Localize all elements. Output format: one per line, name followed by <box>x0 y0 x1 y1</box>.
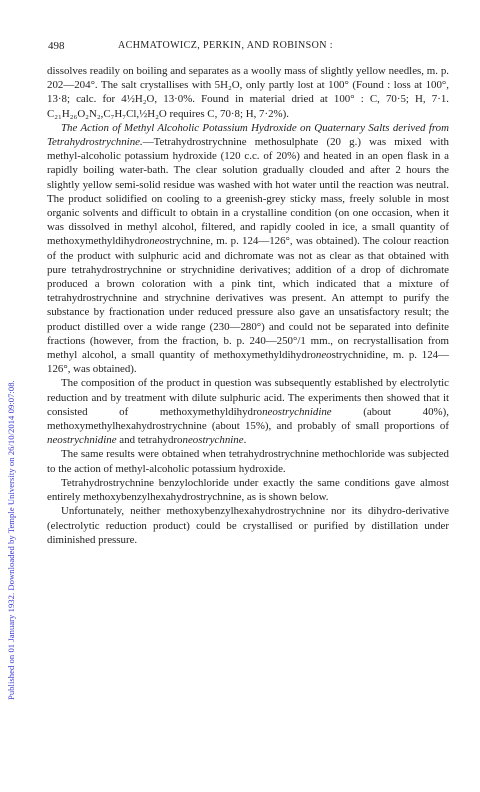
paragraph-3-mid-2: and tetrahydro <box>116 434 183 447</box>
paragraph-3 <box>47 376 449 447</box>
section-heading: The Action of Methyl Alcoholic Potassium Hydroxide on Quaternary Salts derived from Tetrahydrostrychnine. <box>47 121 449 149</box>
paragraph-3-mid: (about 40%), methoxymethylhexahydrostrychnine (about 15%), and probably of small proportions of <box>47 405 449 433</box>
paragraph-1: dissolves readily on boiling and separates as a woolly mass of slightly yellow needles, m. p. 202—204°. The salt crystallises with 5H₂O, only partly lost at 100° (Found : loss at 100°, 13·8; calc. for 4½H₂O, 13·0%. Found in material dried at 100° : C, 70·5; H, 7·1. C₂₁H₂₆O₂N₂,C₇H₇Cl,½H₂O requires C, 70·8; H, 7·2%). <box>47 65 449 120</box>
italic-neo: neo <box>149 235 165 248</box>
section-text: —Tetrahydrostrychnine methosulphate (20 g.) was mixed with methyl-alcoholic potassium hydroxide (120 c.c. of 20%) and heated in an open flask in a rapidly boiling water-bath. The clear solution gradually clouded and after 2 hours the slightly yellow semi-solid residue was washed with hot water until the reaction was neutral. <box>47 136 449 191</box>
paragraph-2-end: strychnidine, m. p. 124—126°, was obtained). <box>47 349 449 376</box>
paragraph-2-tail: strychnine, m. p. 124—126°, was obtained). The colour reaction of the product with sulphuric acid and dichromate was not as clear as that obtained with pure tetrahydrostrychnine or strychnidine derivatives; addition of a drop of dichromate produced a brown coloration with a pink tint, which indicated that a mixture of tetrahydrostrychnine and strychnine derivatives was present. An attempt to purify the substance by fractionation under reduced pressure also gave an unsatisfactory result; the product distilled over a wide range (230—280°) and could not be separated into definite fractions (however, from the fraction, b. p. 240—250°/1 mm., on recrystallisation from methyl alcohol, a small quantity of methoxymethyldihydro <box>47 235 449 362</box>
paragraph-5: Tetrahydrostrychnine benzylochloride under exactly the same conditions gave almost entirely methoxybenzylhexahydrostrychnine, as is shown below. <box>47 476 449 504</box>
paragraph-2 <box>47 121 449 377</box>
italic-neostrychnidine: neostrychnidine <box>262 405 332 418</box>
article-body <box>47 64 449 547</box>
page-header <box>48 40 448 56</box>
paragraph-4: The same results were obtained when tetrahydrostrychnine methochloride was subjected to the action of methyl-alcoholic potassium hydroxide. <box>47 448 449 475</box>
italic-neo-2: neo <box>315 349 332 362</box>
paragraph-6: Unfortunately, neither methoxybenzylhexahydrostrychnine nor its dihydro-derivative (electrolytic reduction product) could be crystallised or purified by distillation under diminished pressure. <box>47 505 449 546</box>
download-notice <box>6 100 20 700</box>
running-head: ACHMATOWICZ, PERKIN, AND ROBINSON : <box>118 40 333 51</box>
italic-neostrychnine: neostrychnine <box>182 434 244 447</box>
page-number: 498 <box>48 40 65 52</box>
paragraph-3-end: . <box>243 434 247 447</box>
download-notice-text: Published on 01 January 1932. Downloaded by Temple University on 26/10/2014 09:07:08. <box>6 380 16 700</box>
italic-neostrychnidine-2: neostrychnidine <box>47 434 117 447</box>
paragraph-3-start: The composition of the product in question was subsequently established by electrolytic reduction and by treatment with dilute sulphuric acid. The experiments then showed that it consisted of methoxymethyldihydro <box>47 377 449 418</box>
paragraph-2-continuation: The product solidified on cooling to a greenish-grey sticky mass, freely soluble in most organic solvents and difficult to obtain in a crystalline condition (on one occasion, when it was dissolved in methyl alcohol, filtered, and rapidly cooled in ice, a small quantity of methoxymethyldihydro <box>47 192 449 248</box>
